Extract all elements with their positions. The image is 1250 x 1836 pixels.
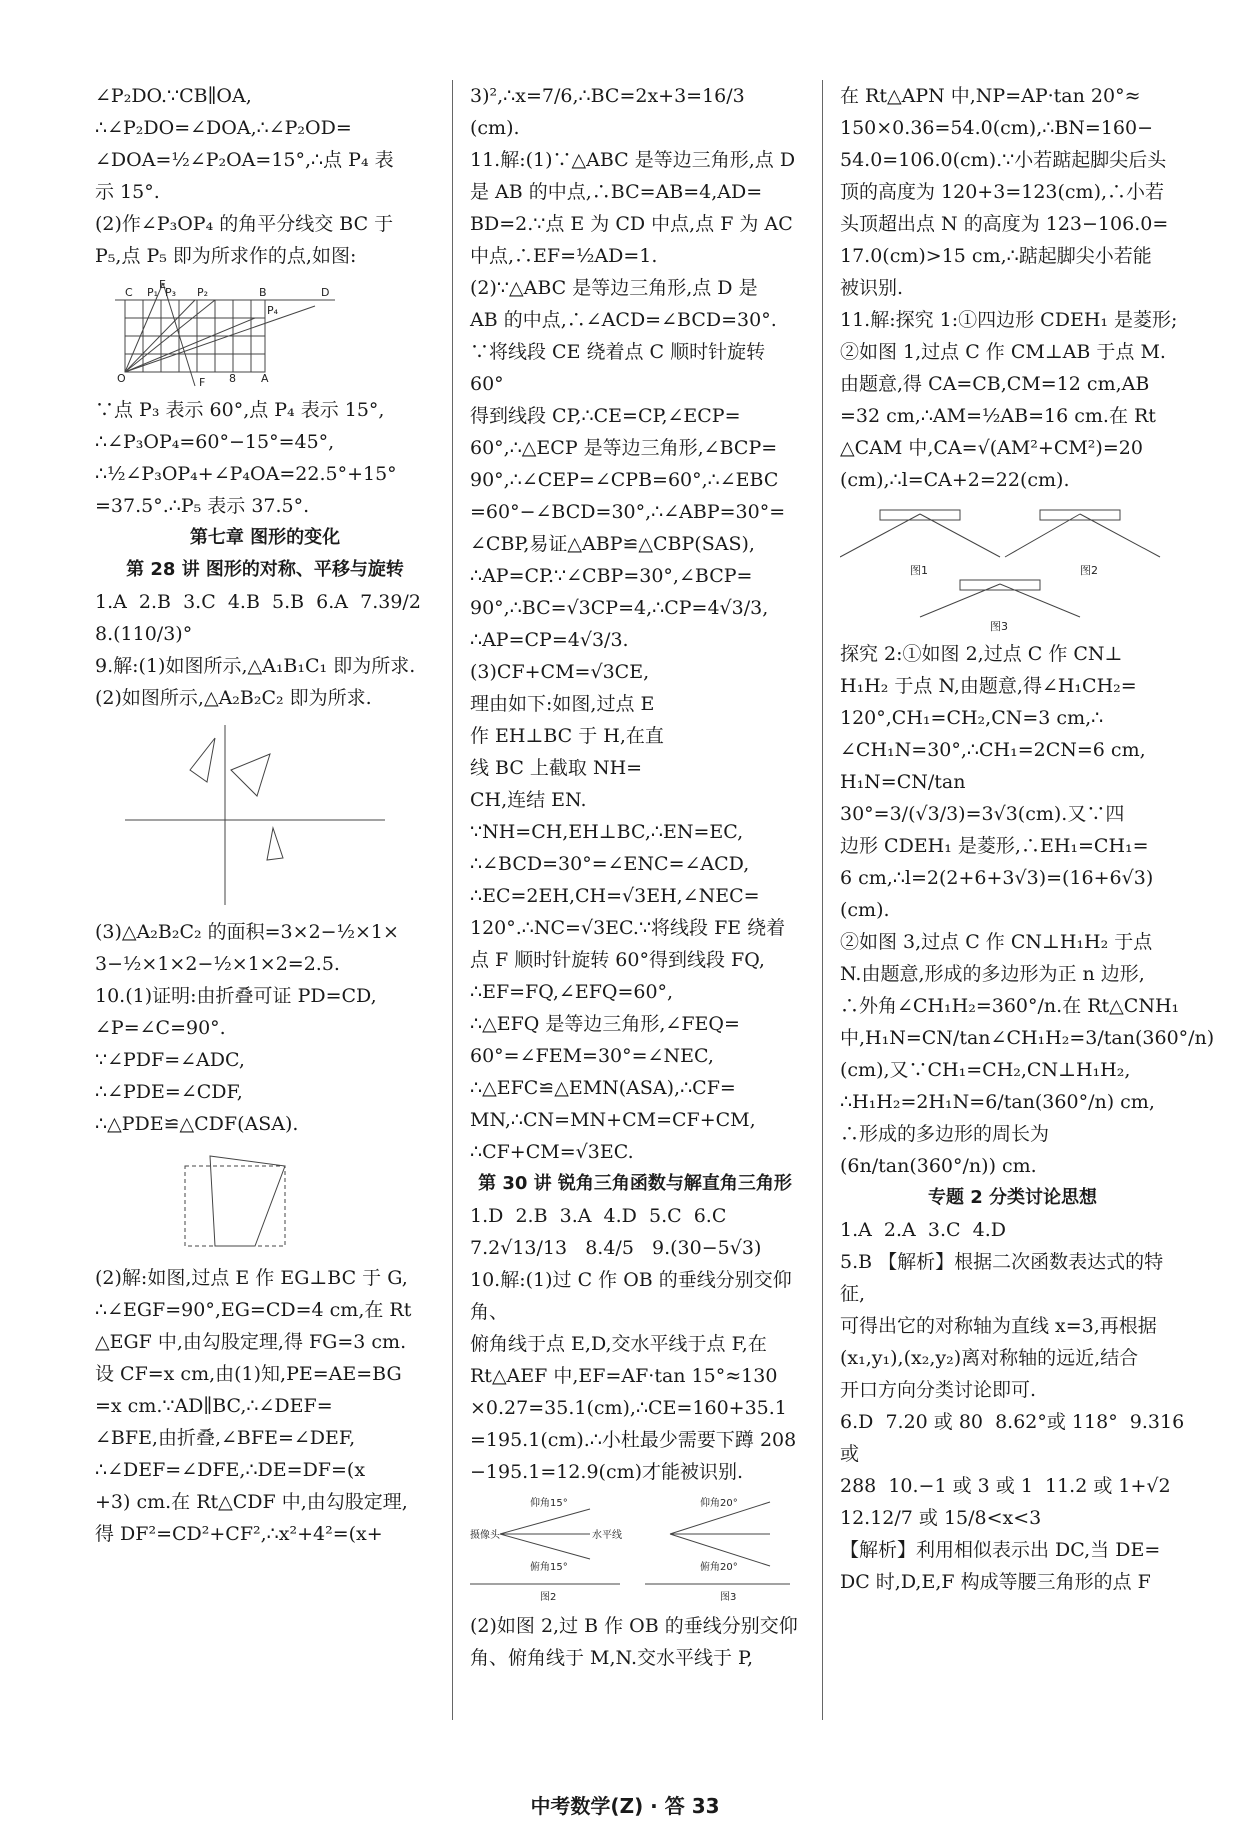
text-line: ∴EF=FQ,∠EFQ=60°, [470,981,674,1003]
coordinate-figure [95,720,395,910]
text-line: =37.5°.∴P₅ 表示 37.5°. [95,495,310,517]
text-line: ②如图 1,过点 C 作 CM⊥AB 于点 M. [840,341,1166,363]
answer-list [470,1200,800,1264]
text-line: ∴△PDE≌△CDF(ASA). [95,1113,299,1135]
text-line: +3) cm.在 Rt△CDF 中,由勾股定理, [95,1491,408,1513]
text-line: ∴形成的多边形的周长为(6n/tan(360°/n)) cm. [840,1123,1050,1177]
text-line: ∴外角∠CH₁H₂=360°/n.在 Rt△CNH₁ [840,995,1180,1017]
text-line: 开口方向分类讨论即可. [840,1379,1037,1401]
text-line: 探究 2:①如图 2,过点 C 作 CN⊥ [840,643,1123,665]
text-line: 1.D 2.B 3.A 4.D 5.C 6.C [470,1205,727,1227]
text-line: H₁N=CN/tan 30°=3/(√3/3)=3√3(cm).又∵四 [840,771,1125,825]
text-line: 8.(110/3)° [95,623,193,645]
text-line: 5.B 【解析】根据二次函数表达式的特征, [840,1251,1164,1305]
text-line: (2)如图 2,过 B 作 OB 的垂线分别交仰 [470,1615,798,1637]
fig-label: 图2 [1080,564,1098,577]
fig-label: E [159,278,166,291]
question-11 [840,304,1185,496]
text-line: 1.A 2.A 3.C 4.D [840,1219,1006,1241]
text-line: (2)作∠P₃OP₄ 的角平分线交 BC 于 [95,213,394,235]
text-line: DC 时,D,E,F 构成等腰三角形的点 F [840,1571,1151,1593]
answer-list [840,1214,1191,1598]
text-line: 俯角线于点 E,D,交水平线于点 F,在 [470,1333,767,1355]
text-line: 示 15°. [95,181,160,203]
text-line: (x₁,y₁),(x₂,y₂)离对称轴的远近,结合 [840,1347,1139,1369]
text-line: 顶的高度为 120+3=123(cm),∴小若 [840,181,1165,203]
text-line: △CAM 中,CA=√(AM²+CM²)=20 [840,437,1143,459]
text-line: 【解析】利用相似表示出 DC,当 DE= [840,1539,1161,1561]
text-line: ∠BFE,由折叠,∠BFE=∠DEF, [95,1427,356,1449]
para-p3-p4 [95,394,435,522]
text-line: ∴△EFQ 是等边三角形,∠FEQ= [470,1013,740,1035]
fig-label: D [321,286,330,299]
text-line: 10.(1)证明:由折叠可证 PD=CD, [95,985,377,1007]
text-line: 设 CF=x cm,由(1)知,PE=AE=BG [95,1363,402,1385]
topic-heading: 专题 2 分类讨论思想 [927,1187,1098,1208]
text-line: (3)△A₂B₂C₂ 的面积=3×2−½×1× [95,921,399,943]
question-11-part2 [840,638,1215,1182]
answer-list [95,586,435,650]
text-line: H₁H₂ 于点 N,由题意,得∠H₁CH₂= [840,675,1137,697]
column-right [840,80,1215,1598]
text-line: ∠P₂DO.∵CB∥OA, [95,85,252,107]
text-line: (cm),又∵CH₁=CH₂,CN⊥H₁H₂, [840,1059,1131,1081]
text-line: 中,H₁N=CN/tan∠CH₁H₂=3/tan(360°/n) [840,1027,1215,1049]
para-bc-result [470,80,800,144]
text-line: 120°.∴NC=√3EC.∵将线段 FE 绕着 [470,917,786,939]
text-line: 在 Rt△APN 中,NP=AP·tan 20°≈ [840,85,1141,107]
text-line: △EGF 中,由勾股定理,得 FG=3 cm. [95,1331,407,1353]
text-line: 7.2√13/13 8.4/5 9.(30−5√3) [470,1237,762,1259]
question-10 [95,980,435,1140]
question-10 [470,1264,800,1488]
column-divider-2 [822,80,823,1720]
text-line: 120°,CH₁=CH₂,CN=3 cm,∴ [840,707,1104,729]
text-line: 可得出它的对称轴为直线 x=3,再根据 [840,1315,1157,1337]
text-line: 得到线段 CP,∴CE=CP,∠ECP= [470,405,741,427]
text-line: 12.12/7 或 15/8<x<3 [840,1507,1042,1529]
text-line: Rt△AEF 中,EF=AF·tan 15°≈130 [470,1365,778,1387]
text-line: 头顶超出点 N 的高度为 123−106.0= [840,213,1169,235]
question-9 [95,650,435,714]
fig-label: 仰角20° [700,1498,738,1509]
fig-label: P₂ [197,286,209,299]
text-line: ∵将线段 CE 绕着点 C 顺时针旋转 60° [470,341,772,395]
text-line: 角、俯角线于 M,N.交水平线于 P, [470,1647,753,1669]
text-line: (2)解:如图,过点 E 作 EG⊥BC 于 G, [95,1267,408,1289]
text-line: ∠CH₁N=30°,∴CH₁=2CN=6 cm, [840,739,1146,761]
text-line: (cm). [470,117,520,139]
text-line: ∠DOA=½∠P₂OA=15°,∴点 P₄ 表 [95,149,394,171]
fig-label: 图2 [540,1592,557,1603]
fig-label: 8 [229,372,236,385]
text-line: N.由题意,形成的多边形为正 n 边形, [840,963,1145,985]
folded-rectangle-figure [95,1146,395,1256]
fig-label: 图3 [720,1592,737,1603]
text-line: 17.0(cm)>15 cm,∴踮起脚尖小若能 [840,245,1152,267]
text-line: 90°,∴BC=√3CP=4,∴CP=4√3/3, [470,597,769,619]
text-line: (2)如图所示,△A₂B₂C₂ 即为所求. [95,687,372,709]
text-line: ∴AP=CP.∵∠CBP=30°,∠BCP= [470,565,753,587]
text-line: 点 F 顺时针旋转 60°得到线段 FQ, [470,949,765,971]
text-line: (cm),∴l=CA+2=22(cm). [840,469,1070,491]
text-line: CH,连结 EN. [470,789,587,811]
fig-label: F [199,376,206,388]
text-line: ∴∠EGF=90°,EG=CD=4 cm,在 Rt [95,1299,412,1321]
text-line: 150×0.36=54.0(cm),∴BN=160− [840,117,1154,139]
fig-label: P₃ [165,286,177,299]
text-line: ∴∠PDE=∠CDF, [95,1081,243,1103]
text-line: ∴H₁H₂=2H₁N=6/tan(360°/n) cm, [840,1091,1155,1113]
text-line: 3)²,∴x=7/6,∴BC=2x+3=16/3 [470,85,745,107]
text-line: =x cm.∵AD∥BC,∴∠DEF= [95,1395,333,1417]
hinge-figures [840,502,1180,632]
text-line: 9.解:(1)如图所示,△A₁B₁C₁ 即为所求. [95,655,416,677]
fig-label: 仰角15° [530,1498,568,1509]
text-line: 1.A 2.B 3.C 4.B 5.B 6.A 7.39/2 [95,591,421,613]
text-line: ∵NH=CH,EH⊥BC,∴EN=EC, [470,821,744,843]
text-line: 3−½×1×2−½×1×2=2.5. [95,953,340,975]
text-line: 6.D 7.20 或 80 8.62°或 118° 9.316 或 [840,1411,1191,1465]
chapter-heading: 第七章 图形的变化 [189,527,341,548]
text-line: 作 EH⊥BC 于 H,在直 [470,725,664,747]
text-line: 由题意,得 CA=CB,CM=12 cm,AB [840,373,1150,395]
fig-label: C [125,286,133,299]
text-line: (cm). [840,899,890,921]
text-line: 线 BC 上截取 NH= [470,757,643,779]
text-line: 理由如下:如图,过点 E [470,693,655,715]
fig-label: 俯角15° [530,1562,568,1573]
question-11-part2 [470,272,800,656]
fig-label: 图1 [910,564,928,577]
para-angle-bisector [95,208,435,272]
text-line: 边形 CDEH₁ 是菱形,∴EH₁=CH₁= [840,835,1149,857]
text-line: ∴∠BCD=30°=∠ENC=∠ACD, [470,853,750,875]
question-11-part3 [470,656,800,1168]
text-line: 得 DF²=CD²+CF²,∴x²+4²=(x+ [95,1523,383,1545]
question-9-area [95,916,435,980]
text-line: BD=2.∵点 E 为 CD 中点,点 F 为 AC [470,213,793,235]
text-line: (3)CF+CM=√3CE, [470,661,650,683]
text-line: ②如图 3,过点 C 作 CN⊥H₁H₂ 于点 [840,931,1153,953]
fig-label: B [259,286,267,299]
fig-label: P₁ [147,286,159,299]
fig-label: 摄像头 [470,1530,500,1541]
grid-protractor-figure [95,278,345,388]
fig-label: 俯角20° [700,1562,738,1573]
text-line: ∴∠DEF=∠DFE,∴DE=DF=(x [95,1459,366,1481]
text-line: AB 的中点,∴∠ACD=∠BCD=30°. [470,309,777,331]
text-line: 288 10.−1 或 3 或 1 11.2 或 1+√2 [840,1475,1171,1497]
text-line: =60°−∠BCD=30°,∴∠ABP=30°= [470,501,786,523]
text-line: =195.1(cm).∴小杜最少需要下蹲 208 [470,1429,797,1451]
text-line: 60°=∠FEM=30°=∠NEC, [470,1045,714,1067]
column-divider-1 [452,80,453,1720]
fig-label: P₄ [267,304,279,317]
text-line: ∴∠P₃OP₄=60°−15°=45°, [95,431,335,453]
fig-label: O [117,372,126,385]
page-footer: 中考数学(Z) · 答 33 [530,1794,720,1818]
text-line: ∠P=∠C=90°. [95,1017,226,1039]
text-line: ∴EC=2EH,CH=√3EH,∠NEC= [470,885,760,907]
text-line: ∵∠PDF=∠ADC, [95,1049,245,1071]
text-line: ∴∠P₂DO=∠DOA,∴∠P₂OD= [95,117,352,139]
fig-label: A [261,372,269,385]
text-line: ∠CBP,易证△ABP≌△CBP(SAS), [470,533,755,555]
column-middle [470,80,800,1674]
text-line: 60°,∴△ECP 是等边三角形,∠BCP= [470,437,778,459]
text-line: ×0.27=35.1(cm),∴CE=160+35.1 [470,1397,787,1419]
camera-angle-figure [470,1494,800,1604]
text-line: ∴△EFC≌△EMN(ASA),∴CF= [470,1077,736,1099]
text-line: 90°,∴∠CEP=∠CPB=60°,∴∠EBC [470,469,779,491]
fig-label: 图3 [990,620,1008,632]
text-line: −195.1=12.9(cm)才能被识别. [470,1461,744,1483]
text-line: 10.解:(1)过 C 作 OB 的垂线分别交仰角、 [470,1269,792,1323]
text-line: ∴½∠P₃OP₄+∠P₄OA=22.5°+15° [95,463,397,485]
text-line: 11.解:探究 1:①四边形 CDEH₁ 是菱形; [840,309,1178,331]
text-line: 被识别. [840,277,904,299]
text-line: ∴CF+CM=√3EC. [470,1141,634,1163]
text-line: ∴AP=CP=4√3/3. [470,629,629,651]
para-apn [840,80,1185,304]
text-line: (2)∵△ABC 是等边三角形,点 D 是 [470,277,758,299]
text-line: ∵点 P₃ 表示 60°,点 P₄ 表示 15°, [95,399,385,421]
fig-label: 水平线 [592,1530,622,1541]
text-line: 6 cm,∴l=2(2+6+3√3)=(16+6√3) [840,867,1154,889]
lecture-heading: 第 30 讲 锐角三角函数与解直角三角形 [478,1173,792,1194]
text-line: =32 cm,∴AM=½AB=16 cm.在 Rt [840,405,1156,427]
lecture-heading: 第 28 讲 图形的对称、平移与旋转 [126,559,404,580]
text-line: P₅,点 P₅ 即为所求作的点,如图: [95,245,357,267]
text-line: 是 AB 的中点,∴BC=AB=4,AD= [470,181,763,203]
text-line: 11.解:(1)∵△ABC 是等边三角形,点 D [470,149,796,171]
question-10-part2 [95,1262,435,1550]
text-line: 54.0=106.0(cm).∵小若踮起脚尖后头 [840,149,1167,171]
column-left [95,80,435,1550]
question-10-part2 [470,1610,800,1674]
text-line: MN,∴CN=MN+CM=CF+CM, [470,1109,756,1131]
question-11 [470,144,800,272]
text-line: 中点,∴EF=½AD=1. [470,245,658,267]
para-p2do [95,80,435,208]
